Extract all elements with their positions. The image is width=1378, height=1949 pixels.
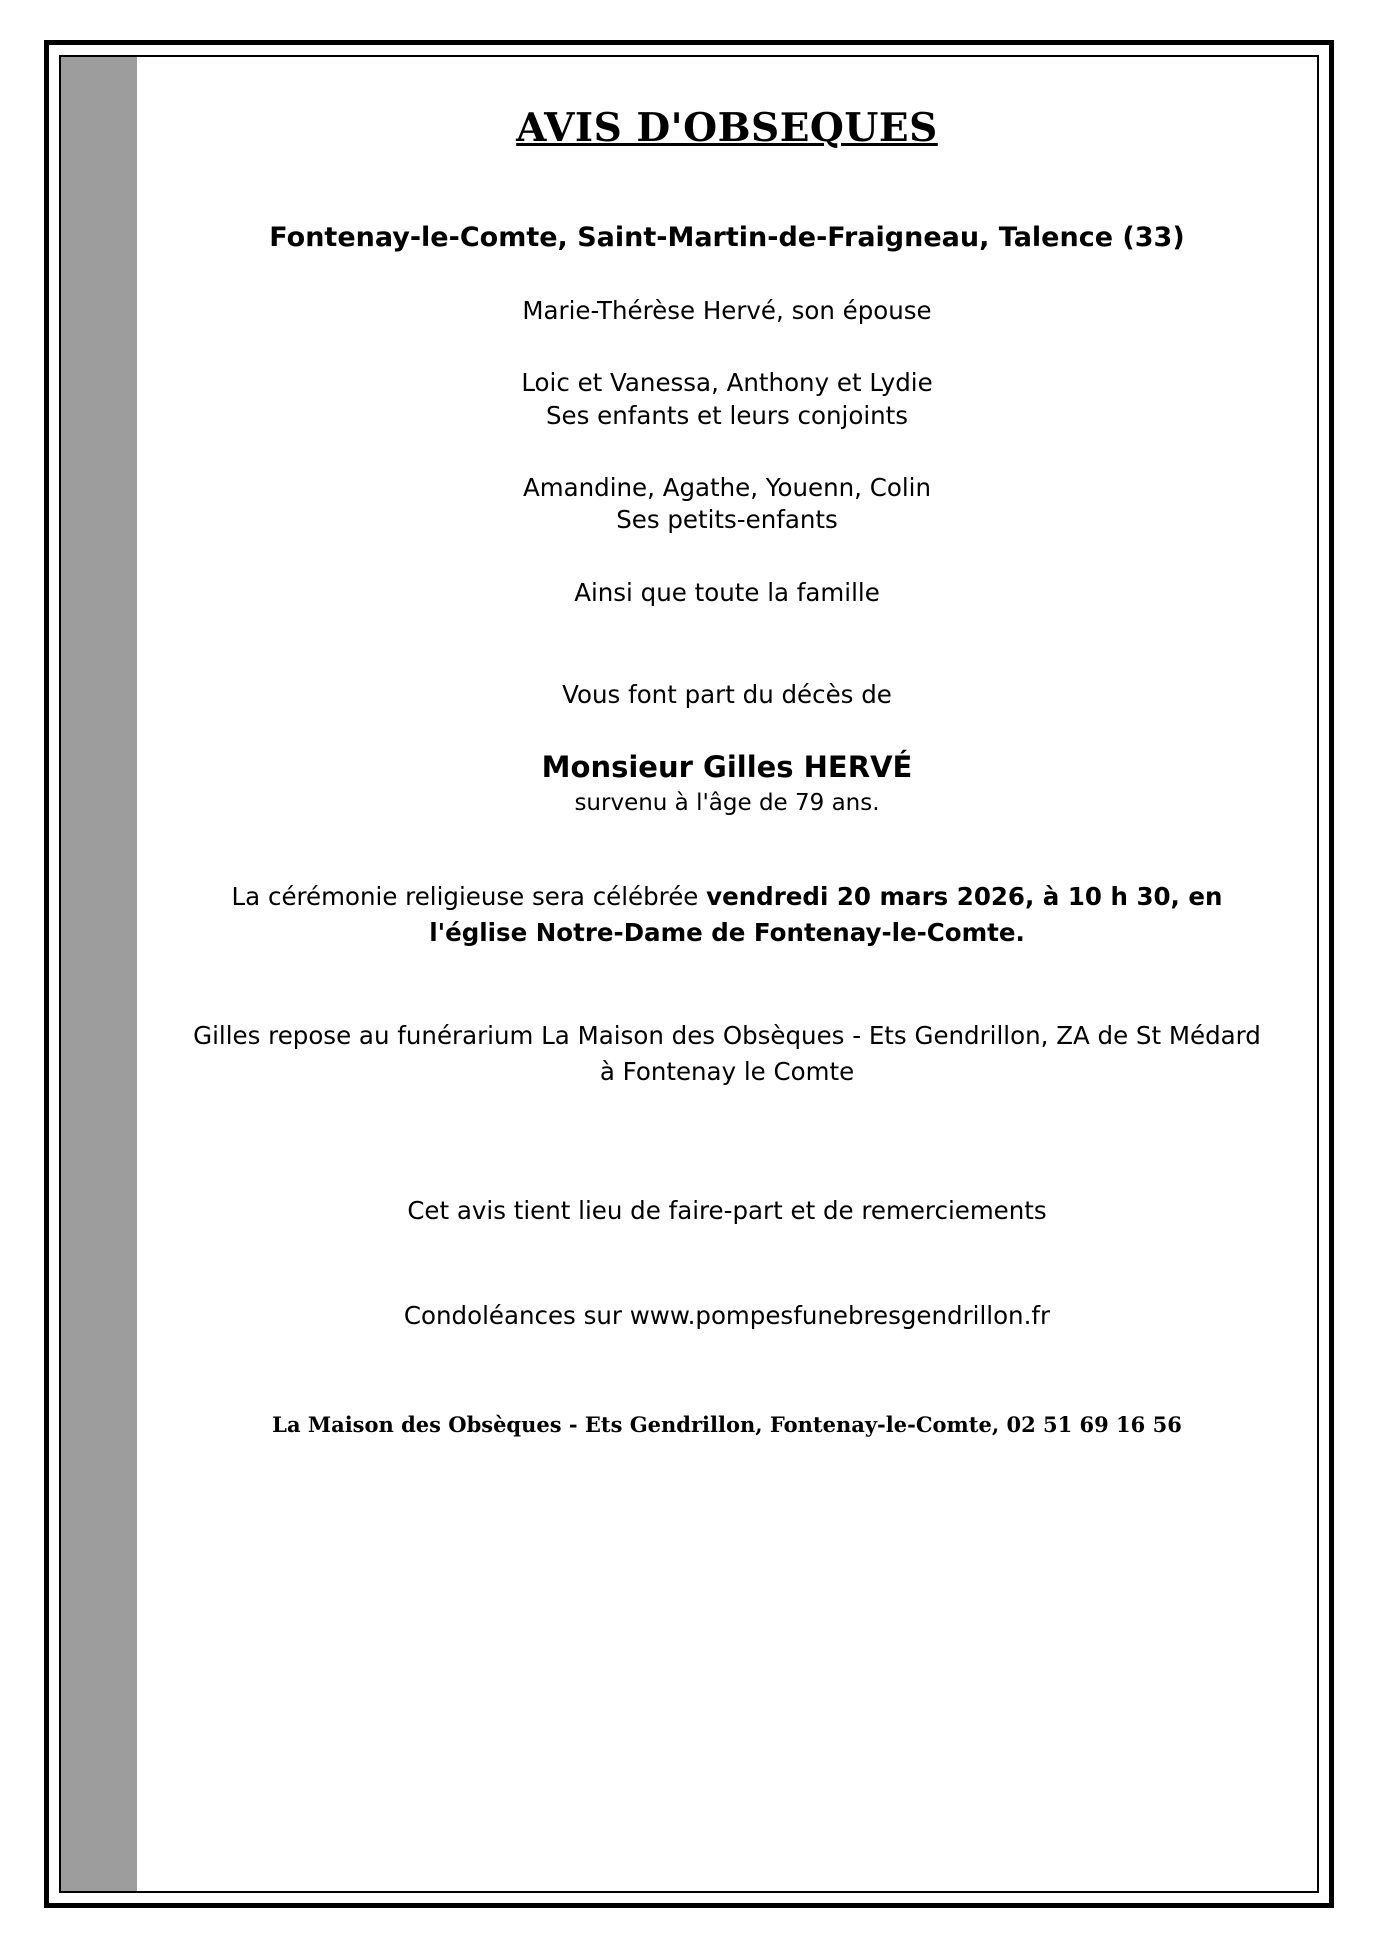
grandchildren-label: Ses petits-enfants [616,505,838,535]
condolences-line: Condoléances sur www.pompesfunebresgendrillon.fr [403,1301,1051,1331]
notice-content [137,57,1317,1891]
repose-paragraph: Gilles repose au funérarium La Maison des Obsèques - Ets Gendrillon, ZA de St Médard à Fontenay le Comte [193,1021,1261,1086]
outer-border [44,40,1334,1908]
spouse-line: Marie-Thérèse Hervé, son épouse [522,295,932,325]
footer-contact: La Maison des Obsèques - Ets Gendrillon, Fontenay-le-Comte, 02 51 69 16 56 [272,1411,1182,1437]
page-title: AVIS D'OBSEQUES [516,105,938,151]
family-line: Ainsi que toute la famille [574,577,880,607]
age-line: survenu à l'âge de 79 ans. [574,790,880,817]
children-names: Loic et Vanessa, Anthony et Lydie [521,368,933,398]
ceremony-paragraph [179,879,1275,950]
ceremony-details: vendredi 20 mars 2026, à 10 h 30, en l'église Notre-Dame de Fontenay-le-Comte. [429,882,1223,947]
locations-line: Fontenay-le-Comte, Saint-Martin-de-Fraigneau, Talence (33) [269,221,1185,253]
deceased-name: Monsieur Gilles HERVÉ [541,750,913,785]
announcement-line: Vous font part du décès de [562,679,892,709]
children-label: Ses enfants et leurs conjoints [545,400,909,430]
left-grey-band [61,57,137,1891]
notice-line: Cet avis tient lieu de faire-part et de remerciements [407,1196,1047,1226]
ceremony-prefix: La cérémonie religieuse sera célébrée [231,882,707,912]
inner-border [59,55,1319,1893]
grandchildren-names: Amandine, Agathe, Youenn, Colin [523,472,931,502]
